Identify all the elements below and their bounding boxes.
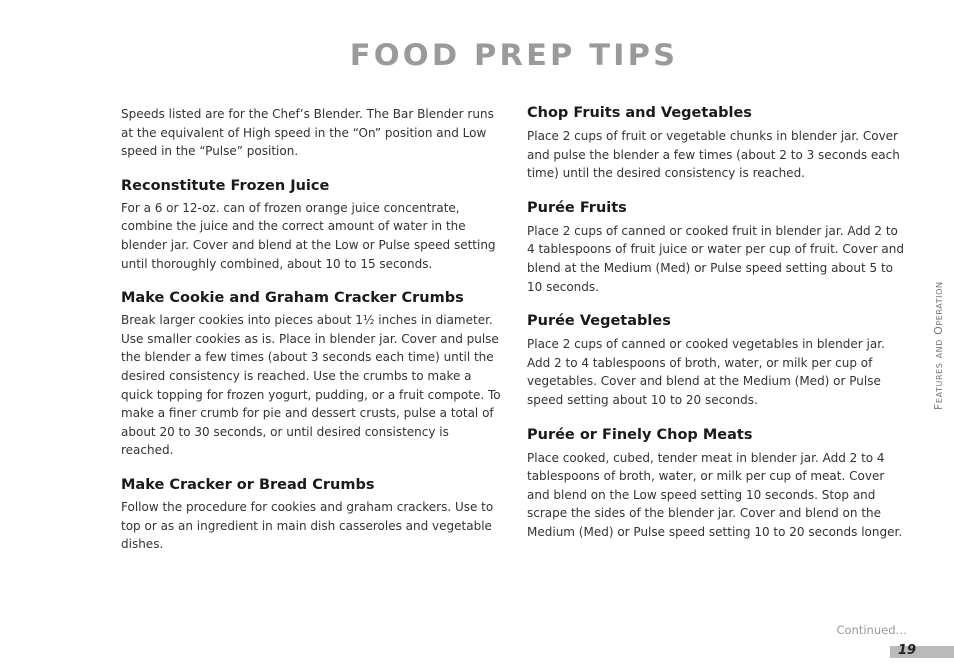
- section-body: Break larger cookies into pieces about 1½ inches in diameter. Use smaller cookies as is. Place in blender jar. Cover and pulse the blender a few times (about 3 seconds each time) until the desired consistency is reached. Use the crumbs to make a quick topping for frozen yogurt, pudding, or a fruit compote. To make a finer crumb for pie and dessert crusts, pulse a total of about 20 to 30 seconds, or until desired consistency is reached.: [121, 313, 501, 458]
- section-chop-fruits-vegetables: [527, 104, 909, 183]
- section-body: Place 2 cups of canned or cooked fruit in blender jar. Add 2 to 4 tablespoons of fruit juice or water per cup of fruit. Cover and blend at the Medium (Med) or Pulse speed setting about 5 to 10 seconds.: [527, 223, 904, 294]
- intro-paragraph: Speeds listed are for the Chef’s Blender. The Bar Blender runs at the equivalent of High speed in the “On” position and Low speed in the “Pulse” position.: [121, 107, 494, 159]
- section-puree-meats: [527, 426, 909, 542]
- section-body: For a 6 or 12-oz. can of frozen orange juice concentrate, combine the juice and the correct amount of water in the blender jar. Cover and blend at the Low or Pulse speed setting until thoroughly combined, about 10 to 15 seconds.: [121, 200, 496, 271]
- section-heading: Purée or Finely Chop Meats: [527, 426, 753, 443]
- section-heading: Chop Fruits and Vegetables: [527, 105, 752, 121]
- page-title: FOOD PREP TIPS: [349, 38, 679, 72]
- section-heading: Reconstitute Frozen Juice: [121, 177, 330, 194]
- section-cracker-bread-crumbs: [121, 476, 501, 554]
- sidebar-section-label: Features and Operation: [932, 281, 945, 410]
- section-heading: Make Cookie and Graham Cracker Crumbs: [121, 290, 464, 307]
- section-heading: Purée Fruits: [527, 199, 627, 216]
- section-body: Place cooked, cubed, tender meat in blender jar. Add 2 to 4 tablespoons of broth, water, or milk per cup of meat. Cover and blend on the Low speed setting 10 seconds. Stop and scrape the sides of the blender jar. Cover and blend on the Medium (Med) or Pulse speed setting 10 to 20 seconds longer.: [527, 450, 903, 539]
- section-reconstitute-frozen-juice: [121, 177, 501, 273]
- section-puree-vegetables: [527, 312, 909, 409]
- page-number: 19: [898, 643, 917, 658]
- section-body: Place 2 cups of fruit or vegetable chunks in blender jar. Cover and pulse the blender a few times (about 2 to 3 seconds each time) until the desired consistency is reached.: [527, 129, 900, 181]
- section-heading: Purée Vegetables: [527, 313, 671, 330]
- section-cookie-crumbs: [121, 289, 501, 460]
- continued-note: Continued…: [836, 623, 907, 637]
- section-heading: Make Cracker or Bread Crumbs: [121, 476, 375, 493]
- section-body: Place 2 cups of canned or cooked vegetables in blender jar. Add 2 to 4 tablespoons of broth, water, or milk per cup of vegetables. Cover and blend at the Medium (Med) or Pulse speed setting about 10 to 20 seconds.: [527, 337, 885, 407]
- right-column: [527, 104, 909, 558]
- section-body: Follow the procedure for cookies and graham crackers. Use to top or as an ingredient in main dish casseroles and vegetable dishes.: [121, 499, 494, 552]
- left-column: [121, 104, 501, 554]
- section-puree-fruits: [527, 199, 909, 296]
